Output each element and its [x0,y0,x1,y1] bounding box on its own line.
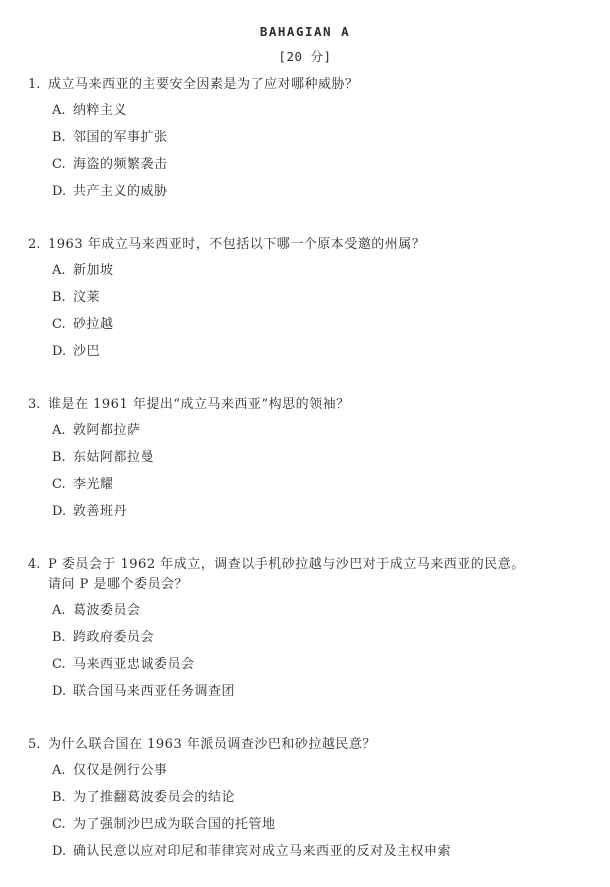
option-row [0,504,610,519]
option-text: 东姑阿都拉曼 [73,450,155,465]
option-row [0,684,610,699]
option-text: 沙巴 [73,344,101,359]
option-row [0,630,610,645]
question-text: 谁是在 1961 年提出“成立马来西亚”构思的领袖？ [48,397,350,412]
option-row [0,317,610,332]
option-label: B. [52,630,66,645]
option-label: C. [52,477,66,492]
option-label: D. [52,184,67,199]
question-3 [0,397,610,519]
option-row [0,450,610,465]
option-text: 海盗的频繁袭击 [73,157,168,172]
option-text: 马来西亚忠诚委员会 [73,657,195,672]
option-row [0,790,610,805]
option-row [0,657,610,672]
question-text: P 委员会于 1962 年成立，调查以手机砂拉越与沙巴对于成立马来西亚的民意。 [48,557,525,572]
question-line [0,397,610,412]
option-row [0,184,610,199]
option-label: A. [52,103,66,118]
option-text: 确认民意以应对印尼和菲律宾对成立马来西亚的反对及主权申索 [73,844,452,859]
option-row [0,263,610,278]
question-text-line2: 请问 P 是哪个委员会？ [48,577,189,592]
question-number: 1. [28,77,41,92]
option-label: C. [52,657,66,672]
option-row [0,290,610,305]
option-row [0,844,610,859]
question-2 [0,237,610,359]
option-row [0,477,610,492]
section-title: BAHAGIAN A [259,24,351,39]
option-text: 敦阿都拉萨 [73,423,141,438]
option-row [0,344,610,359]
option-text: 跨政府委员会 [73,630,155,645]
option-label: D. [52,344,67,359]
option-row [0,763,610,778]
question-line [0,557,610,572]
question-4 [0,557,610,699]
option-row [0,103,610,118]
option-label: B. [52,290,66,305]
question-line [0,737,610,752]
option-text: 纳粹主义 [73,103,128,118]
option-text: 为了强制沙巴成为联合国的托管地 [73,817,276,832]
option-text: 共产主义的威胁 [73,184,168,199]
option-label: C. [52,317,66,332]
option-label: B. [52,450,66,465]
option-row [0,603,610,618]
question-text: 为什么联合国在 1963 年派员调查沙巴和砂拉越民意？ [48,737,376,752]
option-text: 汶莱 [73,290,101,305]
option-text: 葛波委员会 [73,603,141,618]
option-text: 敦善班丹 [73,504,128,519]
option-text: 砂拉越 [73,317,114,332]
question-text: 成立马来西亚的主要安全因素是为了应对哪种威胁？ [48,77,359,92]
question-number: 5. [28,737,41,752]
option-text: 邻国的军事扩张 [73,130,168,145]
option-label: C. [52,817,66,832]
question-number: 2. [28,237,41,252]
option-label: C. [52,157,66,172]
option-label: A. [52,603,66,618]
option-text: 仅仅是例行公事 [73,763,168,778]
option-label: A. [52,423,66,438]
question-line [0,77,610,92]
option-text: 新加坡 [73,263,114,278]
question-1 [0,77,610,199]
question-5 [0,737,610,859]
option-row [0,157,610,172]
option-row [0,817,610,832]
option-label: A. [52,263,66,278]
option-text: 为了推翻葛波委员会的结论 [73,790,236,805]
option-label: D. [52,844,67,859]
question-number: 4. [28,557,41,572]
question-text: 1963 年成立马来西亚时，不包括以下哪一个原本受邀的州属？ [48,237,426,252]
option-row [0,423,610,438]
option-text: 联合国马来西亚任务调查团 [73,684,236,699]
option-row [0,130,610,145]
option-label: A. [52,763,66,778]
option-label: D. [52,684,67,699]
question-line [0,237,610,252]
option-text: 李光耀 [73,477,114,492]
option-label: B. [52,790,66,805]
question-number: 3. [28,397,41,412]
section-marks: [20 分] [278,49,332,64]
option-label: D. [52,504,67,519]
option-label: B. [52,130,66,145]
